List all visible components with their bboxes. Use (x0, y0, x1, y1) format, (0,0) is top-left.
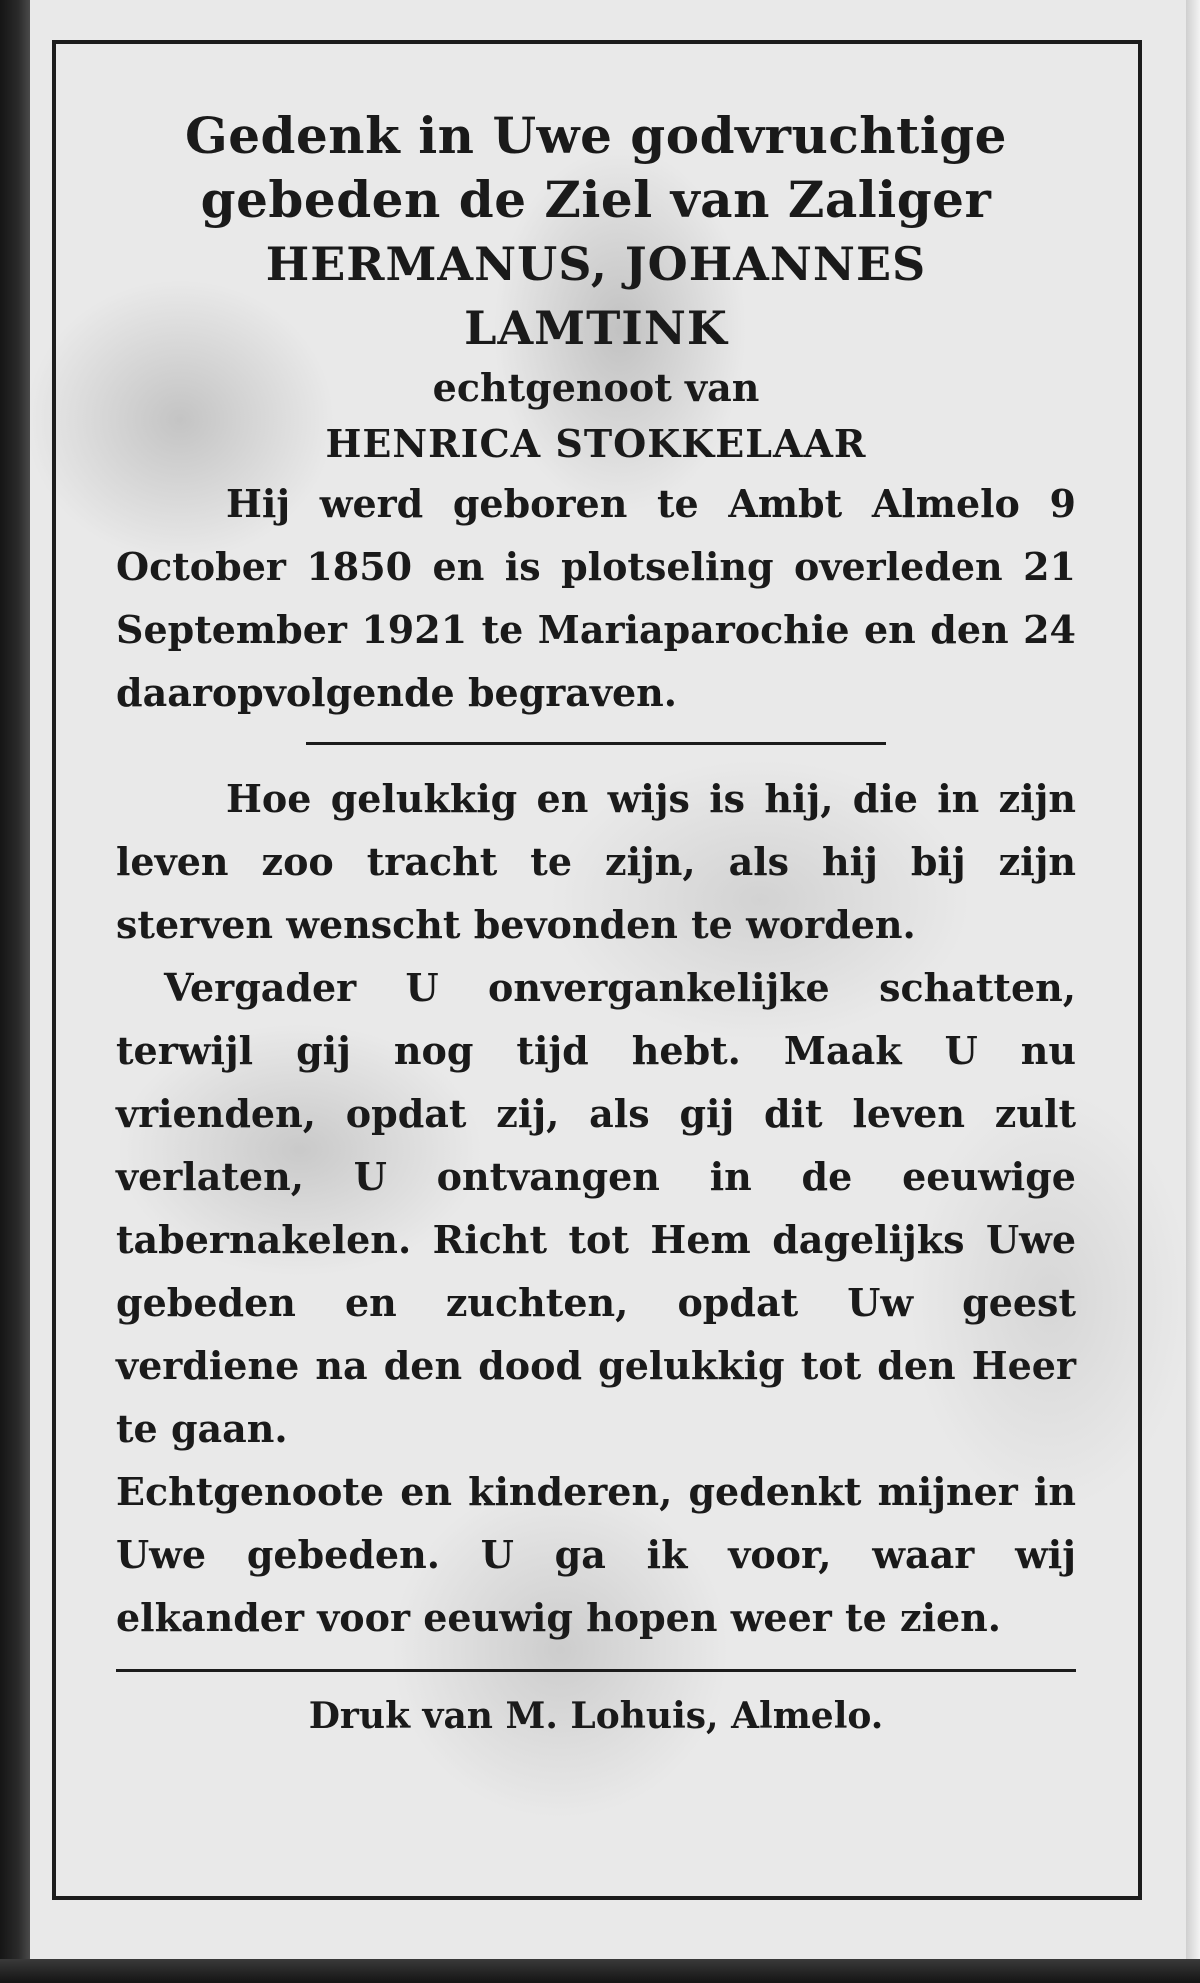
memorial-card-border (52, 40, 1142, 1900)
spouse-name: HENRICA STOKKELAAR (325, 421, 867, 466)
heading-line-2: gebeden de Ziel van Zaliger (200, 170, 992, 229)
verse-paragraph-2: Vergader U onvergankelijke schatten, terwijl gij nog tijd hebt. Maak U nu vrienden, opdat zij, als gij dit leven zult verlaten, U ontvangen in de eeuwige tabernakelen. Richt tot Hem dagelijks Uwe gebeden en zuchten, opdat Uw geest verdiene na den dood gelukkig tot den Heer te gaan. (116, 965, 1076, 1451)
spouse-intro: echtgenoot van (432, 365, 760, 410)
verse-paragraph-3: Echtgenoote en kinderen, gedenkt mijner in Uwe gebeden. U ga ik voor, waar wij elkander voor eeuwig hopen weer te zien. (116, 1469, 1076, 1640)
heading-line-1: Gedenk in Uwe godvruchtige (185, 106, 1007, 165)
printer-imprint: Druk van M. Lohuis, Almelo. (308, 1695, 884, 1737)
biography-paragraph: Hij werd geboren te Ambt Almelo 9 October 1850 en is plotseling overleden 21 September 1921 te Mariaparochie en den 24 daaropvolgende begraven. (116, 481, 1076, 715)
deceased-name-line-1: HERMANUS, JOHANNES (265, 237, 927, 291)
verse-paragraph-1: Hoe gelukkig en wijs is hij, die in zijn leven zoo tracht te zijn, als hij bij zijn sterven wenscht bevonden te worden. (116, 776, 1076, 947)
deceased-name-line-2: LAMTINK (464, 301, 728, 355)
footer-divider (116, 1669, 1076, 1672)
scan-edge-left (0, 0, 30, 1983)
scan-edge-bottom (0, 1959, 1200, 1983)
section-divider (306, 742, 886, 745)
memorial-card-content (116, 104, 1076, 1742)
scan-edge-right (1186, 0, 1200, 1983)
